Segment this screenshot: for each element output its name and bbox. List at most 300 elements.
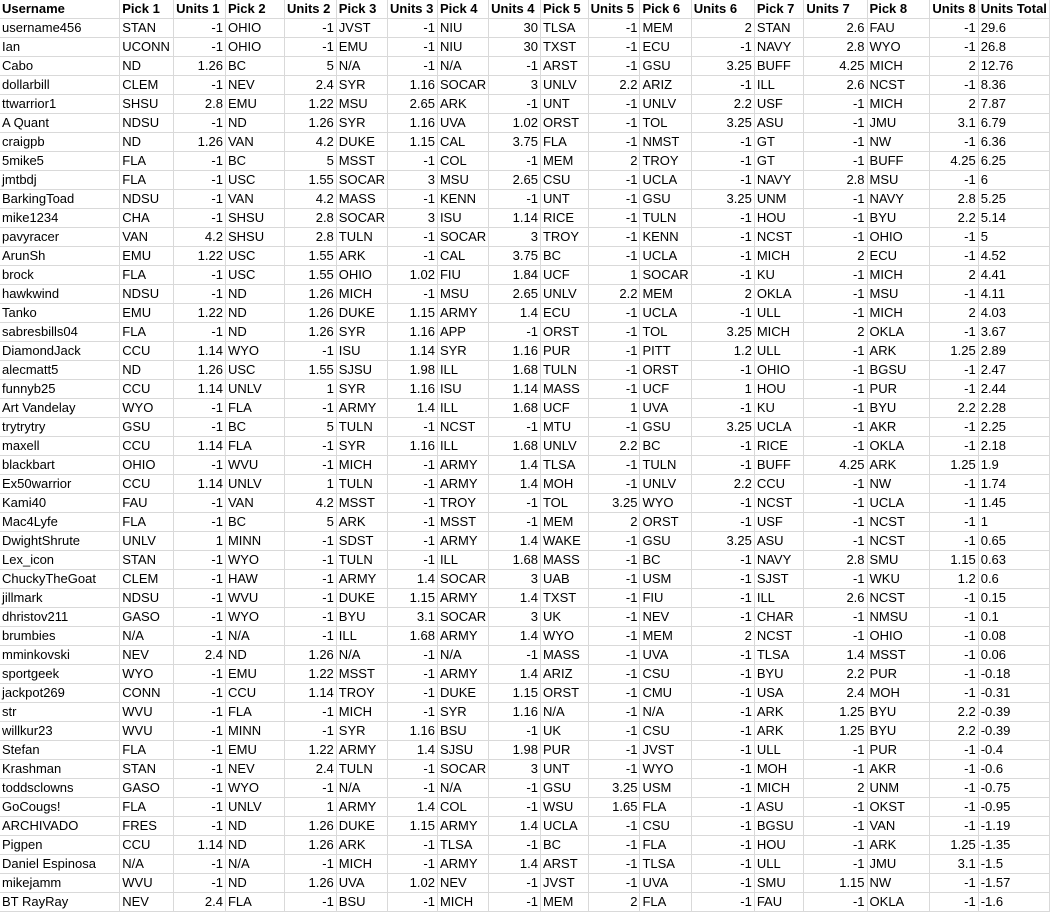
units-cell[interactable]: -1 bbox=[930, 475, 978, 494]
units-cell[interactable]: -1 bbox=[285, 437, 337, 456]
units-cell[interactable]: 1.26 bbox=[174, 361, 226, 380]
pick-cell[interactable]: RICE bbox=[540, 209, 588, 228]
pick-cell[interactable]: FAU bbox=[754, 893, 804, 912]
username-cell[interactable]: craigpb bbox=[0, 133, 120, 152]
pick-cell[interactable]: EMU bbox=[120, 247, 174, 266]
pick-cell[interactable]: MICH bbox=[754, 323, 804, 342]
pick-cell[interactable]: ARMY bbox=[336, 741, 387, 760]
pick-cell[interactable]: STAN bbox=[120, 19, 174, 38]
pick-cell[interactable]: CHAR bbox=[754, 608, 804, 627]
units-cell[interactable]: 1.22 bbox=[174, 247, 226, 266]
units-cell[interactable]: 1 bbox=[174, 532, 226, 551]
units-cell[interactable]: 2.4 bbox=[804, 684, 867, 703]
units-cell[interactable]: -1 bbox=[489, 57, 541, 76]
pick-cell[interactable]: MASS bbox=[336, 190, 387, 209]
pick-cell[interactable]: TULN bbox=[640, 209, 691, 228]
username-cell[interactable]: Art Vandelay bbox=[0, 399, 120, 418]
username-cell[interactable]: Stefan bbox=[0, 741, 120, 760]
pick-cell[interactable]: ND bbox=[225, 285, 284, 304]
pick-cell[interactable]: APP bbox=[437, 323, 488, 342]
units-cell[interactable]: -1 bbox=[804, 437, 867, 456]
units-cell[interactable]: 1.02 bbox=[388, 874, 438, 893]
pick-cell[interactable]: UNM bbox=[754, 190, 804, 209]
column-header[interactable]: Units 7 bbox=[804, 0, 867, 19]
pick-cell[interactable]: FIU bbox=[437, 266, 488, 285]
units-cell[interactable]: 3.25 bbox=[588, 779, 640, 798]
pick-cell[interactable]: TLSA bbox=[540, 19, 588, 38]
units-cell[interactable]: -1 bbox=[388, 532, 438, 551]
units-cell[interactable]: 3 bbox=[489, 760, 541, 779]
pick-cell[interactable]: SOCAR bbox=[336, 209, 387, 228]
units-total-cell[interactable]: -0.95 bbox=[978, 798, 1049, 817]
units-cell[interactable]: 1.15 bbox=[388, 133, 438, 152]
units-cell[interactable]: -1 bbox=[691, 399, 754, 418]
units-cell[interactable]: -1 bbox=[804, 114, 867, 133]
pick-cell[interactable]: FLA bbox=[225, 437, 284, 456]
units-cell[interactable]: -1 bbox=[588, 133, 640, 152]
units-cell[interactable]: 2.2 bbox=[588, 437, 640, 456]
units-cell[interactable]: 1 bbox=[285, 475, 337, 494]
units-cell[interactable]: 3.25 bbox=[691, 190, 754, 209]
pick-cell[interactable]: DUKE bbox=[336, 304, 387, 323]
units-cell[interactable]: -1 bbox=[489, 722, 541, 741]
units-cell[interactable]: 1.4 bbox=[388, 570, 438, 589]
units-cell[interactable]: -1 bbox=[285, 703, 337, 722]
units-cell[interactable]: -1 bbox=[804, 817, 867, 836]
pick-cell[interactable]: PUR bbox=[867, 380, 930, 399]
pick-cell[interactable]: BC bbox=[540, 247, 588, 266]
units-cell[interactable]: -1 bbox=[174, 494, 226, 513]
pick-cell[interactable]: ARK bbox=[867, 456, 930, 475]
pick-cell[interactable]: ARST bbox=[540, 855, 588, 874]
column-header[interactable]: Units 6 bbox=[691, 0, 754, 19]
units-cell[interactable]: -1 bbox=[388, 779, 438, 798]
pick-cell[interactable]: SJST bbox=[754, 570, 804, 589]
pick-cell[interactable]: CLEM bbox=[120, 76, 174, 95]
pick-cell[interactable]: NIU bbox=[437, 19, 488, 38]
units-cell[interactable]: -1 bbox=[691, 646, 754, 665]
units-cell[interactable]: 2.8 bbox=[804, 171, 867, 190]
pick-cell[interactable]: SYR bbox=[437, 703, 488, 722]
pick-cell[interactable]: USC bbox=[225, 266, 284, 285]
pick-cell[interactable]: CAL bbox=[437, 133, 488, 152]
units-cell[interactable]: -1 bbox=[804, 836, 867, 855]
units-cell[interactable]: 2.8 bbox=[285, 209, 337, 228]
units-cell[interactable]: -1 bbox=[930, 874, 978, 893]
pick-cell[interactable]: PUR bbox=[867, 665, 930, 684]
pick-cell[interactable]: SYR bbox=[336, 323, 387, 342]
pick-cell[interactable]: TROY bbox=[540, 228, 588, 247]
username-cell[interactable]: hawkwind bbox=[0, 285, 120, 304]
pick-cell[interactable]: ASU bbox=[754, 798, 804, 817]
units-cell[interactable]: -1 bbox=[930, 627, 978, 646]
username-cell[interactable]: Cabo bbox=[0, 57, 120, 76]
pick-cell[interactable]: USC bbox=[225, 247, 284, 266]
units-cell[interactable]: 1.68 bbox=[489, 361, 541, 380]
units-cell[interactable]: -1 bbox=[174, 19, 226, 38]
units-cell[interactable]: -1 bbox=[691, 171, 754, 190]
pick-cell[interactable]: EMU bbox=[120, 304, 174, 323]
pick-cell[interactable]: ARMY bbox=[437, 665, 488, 684]
units-cell[interactable]: -1 bbox=[388, 38, 438, 57]
username-cell[interactable]: Pigpen bbox=[0, 836, 120, 855]
units-cell[interactable]: 2.2 bbox=[930, 209, 978, 228]
pick-cell[interactable]: TROY bbox=[336, 684, 387, 703]
pick-cell[interactable]: OHIO bbox=[120, 456, 174, 475]
pick-cell[interactable]: EMU bbox=[225, 741, 284, 760]
username-cell[interactable]: sabresbills04 bbox=[0, 323, 120, 342]
units-cell[interactable]: -1 bbox=[930, 19, 978, 38]
pick-cell[interactable]: N/A bbox=[336, 646, 387, 665]
units-cell[interactable]: -1 bbox=[285, 532, 337, 551]
units-cell[interactable]: -1 bbox=[691, 874, 754, 893]
units-total-cell[interactable]: -0.39 bbox=[978, 722, 1049, 741]
units-total-cell[interactable]: 2.18 bbox=[978, 437, 1049, 456]
pick-cell[interactable]: STAN bbox=[754, 19, 804, 38]
units-total-cell[interactable]: 3.67 bbox=[978, 323, 1049, 342]
units-cell[interactable]: -1 bbox=[930, 247, 978, 266]
units-cell[interactable]: 1.26 bbox=[285, 304, 337, 323]
pick-cell[interactable]: N/A bbox=[437, 779, 488, 798]
units-cell[interactable]: 1 bbox=[285, 798, 337, 817]
units-cell[interactable]: 1 bbox=[588, 399, 640, 418]
pick-cell[interactable]: MICH bbox=[754, 247, 804, 266]
units-cell[interactable]: -1 bbox=[285, 456, 337, 475]
units-cell[interactable]: -1 bbox=[691, 361, 754, 380]
units-cell[interactable]: -1 bbox=[588, 836, 640, 855]
units-total-cell[interactable]: -0.31 bbox=[978, 684, 1049, 703]
units-cell[interactable]: 1.2 bbox=[930, 570, 978, 589]
pick-cell[interactable]: GASO bbox=[120, 779, 174, 798]
units-cell[interactable]: 1.25 bbox=[930, 342, 978, 361]
pick-cell[interactable]: CCU bbox=[120, 475, 174, 494]
pick-cell[interactable]: UNLV bbox=[540, 285, 588, 304]
pick-cell[interactable]: KU bbox=[754, 266, 804, 285]
pick-cell[interactable]: NCST bbox=[754, 228, 804, 247]
units-total-cell[interactable]: 26.8 bbox=[978, 38, 1049, 57]
units-cell[interactable]: 3.25 bbox=[691, 418, 754, 437]
units-cell[interactable]: -1 bbox=[285, 779, 337, 798]
pick-cell[interactable]: WSU bbox=[540, 798, 588, 817]
units-cell[interactable]: -1 bbox=[804, 418, 867, 437]
units-cell[interactable]: 4.2 bbox=[285, 190, 337, 209]
pick-cell[interactable]: UCLA bbox=[540, 817, 588, 836]
units-cell[interactable]: 2.6 bbox=[804, 19, 867, 38]
units-cell[interactable]: -1 bbox=[174, 741, 226, 760]
pick-cell[interactable]: GSU bbox=[640, 532, 691, 551]
pick-cell[interactable]: OHIO bbox=[225, 19, 284, 38]
pick-cell[interactable]: MOH bbox=[754, 760, 804, 779]
pick-cell[interactable]: KU bbox=[754, 399, 804, 418]
units-cell[interactable]: -1 bbox=[930, 684, 978, 703]
pick-cell[interactable]: NMSU bbox=[867, 608, 930, 627]
pick-cell[interactable]: JVST bbox=[640, 741, 691, 760]
pick-cell[interactable]: MICH bbox=[867, 266, 930, 285]
units-cell[interactable]: 1 bbox=[588, 266, 640, 285]
units-cell[interactable]: 2.2 bbox=[691, 95, 754, 114]
units-cell[interactable]: -1 bbox=[174, 171, 226, 190]
username-cell[interactable]: Ian bbox=[0, 38, 120, 57]
units-cell[interactable]: 3 bbox=[388, 171, 438, 190]
units-cell[interactable]: -1 bbox=[691, 152, 754, 171]
units-cell[interactable]: 1.15 bbox=[930, 551, 978, 570]
pick-cell[interactable]: ARMY bbox=[437, 817, 488, 836]
pick-cell[interactable]: OKLA bbox=[867, 323, 930, 342]
pick-cell[interactable]: UNLV bbox=[540, 76, 588, 95]
pick-cell[interactable]: ILL bbox=[437, 361, 488, 380]
pick-cell[interactable]: USM bbox=[640, 570, 691, 589]
units-cell[interactable]: 1.4 bbox=[489, 475, 541, 494]
username-cell[interactable]: Tanko bbox=[0, 304, 120, 323]
pick-cell[interactable]: UVA bbox=[437, 114, 488, 133]
units-cell[interactable]: -1 bbox=[174, 323, 226, 342]
units-cell[interactable]: -1 bbox=[174, 570, 226, 589]
pick-cell[interactable]: HAW bbox=[225, 570, 284, 589]
units-cell[interactable]: -1 bbox=[174, 665, 226, 684]
units-cell[interactable]: -1 bbox=[489, 779, 541, 798]
units-cell[interactable]: 1.15 bbox=[489, 684, 541, 703]
pick-cell[interactable]: WKU bbox=[867, 570, 930, 589]
units-cell[interactable]: -1 bbox=[930, 380, 978, 399]
units-cell[interactable]: 2 bbox=[691, 285, 754, 304]
units-cell[interactable]: -1 bbox=[489, 893, 541, 912]
units-cell[interactable]: -1 bbox=[588, 703, 640, 722]
pick-cell[interactable]: NCST bbox=[867, 513, 930, 532]
units-cell[interactable]: -1 bbox=[804, 285, 867, 304]
pick-cell[interactable]: SJSU bbox=[336, 361, 387, 380]
units-total-cell[interactable]: -0.39 bbox=[978, 703, 1049, 722]
pick-cell[interactable]: FLA bbox=[225, 703, 284, 722]
units-cell[interactable]: -1 bbox=[930, 494, 978, 513]
units-cell[interactable]: 2.2 bbox=[930, 722, 978, 741]
units-cell[interactable]: 1.55 bbox=[285, 247, 337, 266]
units-cell[interactable]: 1.26 bbox=[285, 836, 337, 855]
pick-cell[interactable]: ULL bbox=[754, 741, 804, 760]
units-cell[interactable]: -1 bbox=[388, 285, 438, 304]
pick-cell[interactable]: MSST bbox=[336, 152, 387, 171]
pick-cell[interactable]: N/A bbox=[336, 779, 387, 798]
username-cell[interactable]: username456 bbox=[0, 19, 120, 38]
units-cell[interactable]: -1 bbox=[285, 399, 337, 418]
pick-cell[interactable]: SJSU bbox=[437, 741, 488, 760]
units-total-cell[interactable]: -1.35 bbox=[978, 836, 1049, 855]
units-cell[interactable]: -1 bbox=[388, 456, 438, 475]
pick-cell[interactable]: ARK bbox=[336, 247, 387, 266]
username-cell[interactable]: brock bbox=[0, 266, 120, 285]
pick-cell[interactable]: BYU bbox=[867, 722, 930, 741]
pick-cell[interactable]: ORST bbox=[640, 513, 691, 532]
units-cell[interactable]: -1 bbox=[174, 722, 226, 741]
pick-cell[interactable]: TOL bbox=[540, 494, 588, 513]
units-total-cell[interactable]: 6.25 bbox=[978, 152, 1049, 171]
units-cell[interactable]: -1 bbox=[174, 589, 226, 608]
units-cell[interactable]: 5 bbox=[285, 57, 337, 76]
units-cell[interactable]: -1 bbox=[804, 133, 867, 152]
pick-cell[interactable]: ARK bbox=[754, 722, 804, 741]
pick-cell[interactable]: EMU bbox=[336, 38, 387, 57]
username-cell[interactable]: funnyb25 bbox=[0, 380, 120, 399]
column-header[interactable]: Pick 7 bbox=[754, 0, 804, 19]
units-cell[interactable]: -1 bbox=[930, 418, 978, 437]
units-cell[interactable]: -1 bbox=[285, 627, 337, 646]
pick-cell[interactable]: EMU bbox=[225, 665, 284, 684]
username-cell[interactable]: A Quant bbox=[0, 114, 120, 133]
units-cell[interactable]: -1 bbox=[804, 266, 867, 285]
units-cell[interactable]: 1.14 bbox=[174, 437, 226, 456]
pick-cell[interactable]: ND bbox=[225, 323, 284, 342]
pick-cell[interactable]: FLA bbox=[640, 798, 691, 817]
units-cell[interactable]: -1 bbox=[388, 684, 438, 703]
pick-cell[interactable]: ECU bbox=[867, 247, 930, 266]
units-total-cell[interactable]: 5 bbox=[978, 228, 1049, 247]
units-cell[interactable]: 4.2 bbox=[285, 133, 337, 152]
units-cell[interactable]: 2 bbox=[804, 779, 867, 798]
pick-cell[interactable]: VAN bbox=[120, 228, 174, 247]
pick-cell[interactable]: VAN bbox=[225, 494, 284, 513]
pick-cell[interactable]: BC bbox=[225, 57, 284, 76]
units-cell[interactable]: -1 bbox=[588, 475, 640, 494]
units-total-cell[interactable]: 0.65 bbox=[978, 532, 1049, 551]
pick-cell[interactable]: BC bbox=[640, 437, 691, 456]
units-total-cell[interactable]: -0.18 bbox=[978, 665, 1049, 684]
pick-cell[interactable]: ND bbox=[120, 57, 174, 76]
units-cell[interactable]: -1 bbox=[489, 323, 541, 342]
units-cell[interactable]: -1 bbox=[930, 589, 978, 608]
pick-cell[interactable]: NEV bbox=[640, 608, 691, 627]
units-cell[interactable]: -1 bbox=[174, 817, 226, 836]
pick-cell[interactable]: WYO bbox=[640, 494, 691, 513]
username-cell[interactable]: sportgeek bbox=[0, 665, 120, 684]
units-total-cell[interactable]: -1.5 bbox=[978, 855, 1049, 874]
units-cell[interactable]: -1 bbox=[489, 190, 541, 209]
pick-cell[interactable]: CSU bbox=[540, 171, 588, 190]
units-cell[interactable]: -1 bbox=[691, 665, 754, 684]
units-cell[interactable]: -1 bbox=[691, 589, 754, 608]
pick-cell[interactable]: GSU bbox=[540, 779, 588, 798]
units-cell[interactable]: -1 bbox=[588, 665, 640, 684]
pick-cell[interactable]: MASS bbox=[540, 551, 588, 570]
username-cell[interactable]: jackpot269 bbox=[0, 684, 120, 703]
pick-cell[interactable]: N/A bbox=[225, 627, 284, 646]
pick-cell[interactable]: VAN bbox=[225, 190, 284, 209]
units-cell[interactable]: 1.4 bbox=[489, 665, 541, 684]
units-cell[interactable]: 2 bbox=[930, 57, 978, 76]
pick-cell[interactable]: USC bbox=[225, 171, 284, 190]
units-cell[interactable]: -1 bbox=[588, 608, 640, 627]
pick-cell[interactable]: MEM bbox=[640, 19, 691, 38]
pick-cell[interactable]: GSU bbox=[120, 418, 174, 437]
units-total-cell[interactable]: 0.6 bbox=[978, 570, 1049, 589]
units-cell[interactable]: -1 bbox=[804, 893, 867, 912]
username-cell[interactable]: trytrytry bbox=[0, 418, 120, 437]
units-cell[interactable]: 2 bbox=[930, 95, 978, 114]
pick-cell[interactable]: NEV bbox=[120, 893, 174, 912]
units-cell[interactable]: -1 bbox=[174, 874, 226, 893]
units-cell[interactable]: -1 bbox=[388, 418, 438, 437]
pick-cell[interactable]: AKR bbox=[867, 418, 930, 437]
pick-cell[interactable]: MINN bbox=[225, 532, 284, 551]
username-cell[interactable]: brumbies bbox=[0, 627, 120, 646]
pick-cell[interactable]: FLA bbox=[640, 836, 691, 855]
pick-cell[interactable]: WYO bbox=[867, 38, 930, 57]
units-cell[interactable]: -1 bbox=[588, 684, 640, 703]
units-cell[interactable]: 1.16 bbox=[489, 342, 541, 361]
pick-cell[interactable]: FLA bbox=[225, 893, 284, 912]
units-cell[interactable]: -1 bbox=[804, 475, 867, 494]
pick-cell[interactable]: BC bbox=[640, 551, 691, 570]
pick-cell[interactable]: N/A bbox=[437, 57, 488, 76]
units-cell[interactable]: -1 bbox=[691, 133, 754, 152]
units-cell[interactable]: 2.8 bbox=[804, 38, 867, 57]
units-cell[interactable]: -1 bbox=[588, 57, 640, 76]
pick-cell[interactable]: UNLV bbox=[640, 475, 691, 494]
pick-cell[interactable]: MOH bbox=[540, 475, 588, 494]
units-cell[interactable]: 1.4 bbox=[489, 817, 541, 836]
units-cell[interactable]: 1.22 bbox=[285, 665, 337, 684]
pick-cell[interactable]: NW bbox=[867, 475, 930, 494]
pick-cell[interactable]: ILL bbox=[336, 627, 387, 646]
pick-cell[interactable]: WVU bbox=[120, 874, 174, 893]
units-cell[interactable]: 3.25 bbox=[691, 57, 754, 76]
units-total-cell[interactable]: 5.25 bbox=[978, 190, 1049, 209]
units-total-cell[interactable]: 1.45 bbox=[978, 494, 1049, 513]
pick-cell[interactable]: GT bbox=[754, 152, 804, 171]
pick-cell[interactable]: OHIO bbox=[225, 38, 284, 57]
units-cell[interactable]: 4.25 bbox=[930, 152, 978, 171]
pick-cell[interactable]: UNLV bbox=[225, 380, 284, 399]
units-cell[interactable]: 3 bbox=[489, 228, 541, 247]
pick-cell[interactable]: CAL bbox=[437, 247, 488, 266]
units-cell[interactable]: -1 bbox=[388, 551, 438, 570]
units-cell[interactable]: -1 bbox=[388, 893, 438, 912]
pick-cell[interactable]: CSU bbox=[640, 817, 691, 836]
units-cell[interactable]: -1 bbox=[174, 456, 226, 475]
username-cell[interactable]: dollarbill bbox=[0, 76, 120, 95]
username-cell[interactable]: Lex_icon bbox=[0, 551, 120, 570]
pick-cell[interactable]: EMU bbox=[225, 95, 284, 114]
pick-cell[interactable]: WYO bbox=[225, 608, 284, 627]
units-cell[interactable]: 1.26 bbox=[285, 114, 337, 133]
units-cell[interactable]: 2.2 bbox=[804, 665, 867, 684]
units-cell[interactable]: -1 bbox=[804, 361, 867, 380]
units-cell[interactable]: -1 bbox=[588, 722, 640, 741]
units-cell[interactable]: 2.6 bbox=[804, 589, 867, 608]
units-total-cell[interactable]: 2.28 bbox=[978, 399, 1049, 418]
pick-cell[interactable]: NCST bbox=[867, 532, 930, 551]
pick-cell[interactable]: UNLV bbox=[640, 95, 691, 114]
pick-cell[interactable]: NDSU bbox=[120, 285, 174, 304]
units-cell[interactable]: 1.84 bbox=[489, 266, 541, 285]
units-cell[interactable]: 30 bbox=[489, 38, 541, 57]
units-cell[interactable]: -1 bbox=[588, 627, 640, 646]
units-cell[interactable]: 1.25 bbox=[804, 722, 867, 741]
units-total-cell[interactable]: 2.89 bbox=[978, 342, 1049, 361]
units-cell[interactable]: -1 bbox=[930, 171, 978, 190]
pick-cell[interactable]: FLA bbox=[120, 798, 174, 817]
units-cell[interactable]: -1 bbox=[930, 608, 978, 627]
units-cell[interactable]: 2 bbox=[930, 304, 978, 323]
units-cell[interactable]: -1 bbox=[691, 741, 754, 760]
units-cell[interactable]: -1 bbox=[489, 874, 541, 893]
units-cell[interactable]: 2.2 bbox=[588, 285, 640, 304]
units-cell[interactable]: 2.65 bbox=[388, 95, 438, 114]
pick-cell[interactable]: MSU bbox=[867, 285, 930, 304]
units-cell[interactable]: 1.14 bbox=[174, 836, 226, 855]
units-cell[interactable]: -1 bbox=[804, 494, 867, 513]
units-cell[interactable]: 1.68 bbox=[489, 399, 541, 418]
pick-cell[interactable]: ND bbox=[225, 874, 284, 893]
username-cell[interactable]: toddsclowns bbox=[0, 779, 120, 798]
